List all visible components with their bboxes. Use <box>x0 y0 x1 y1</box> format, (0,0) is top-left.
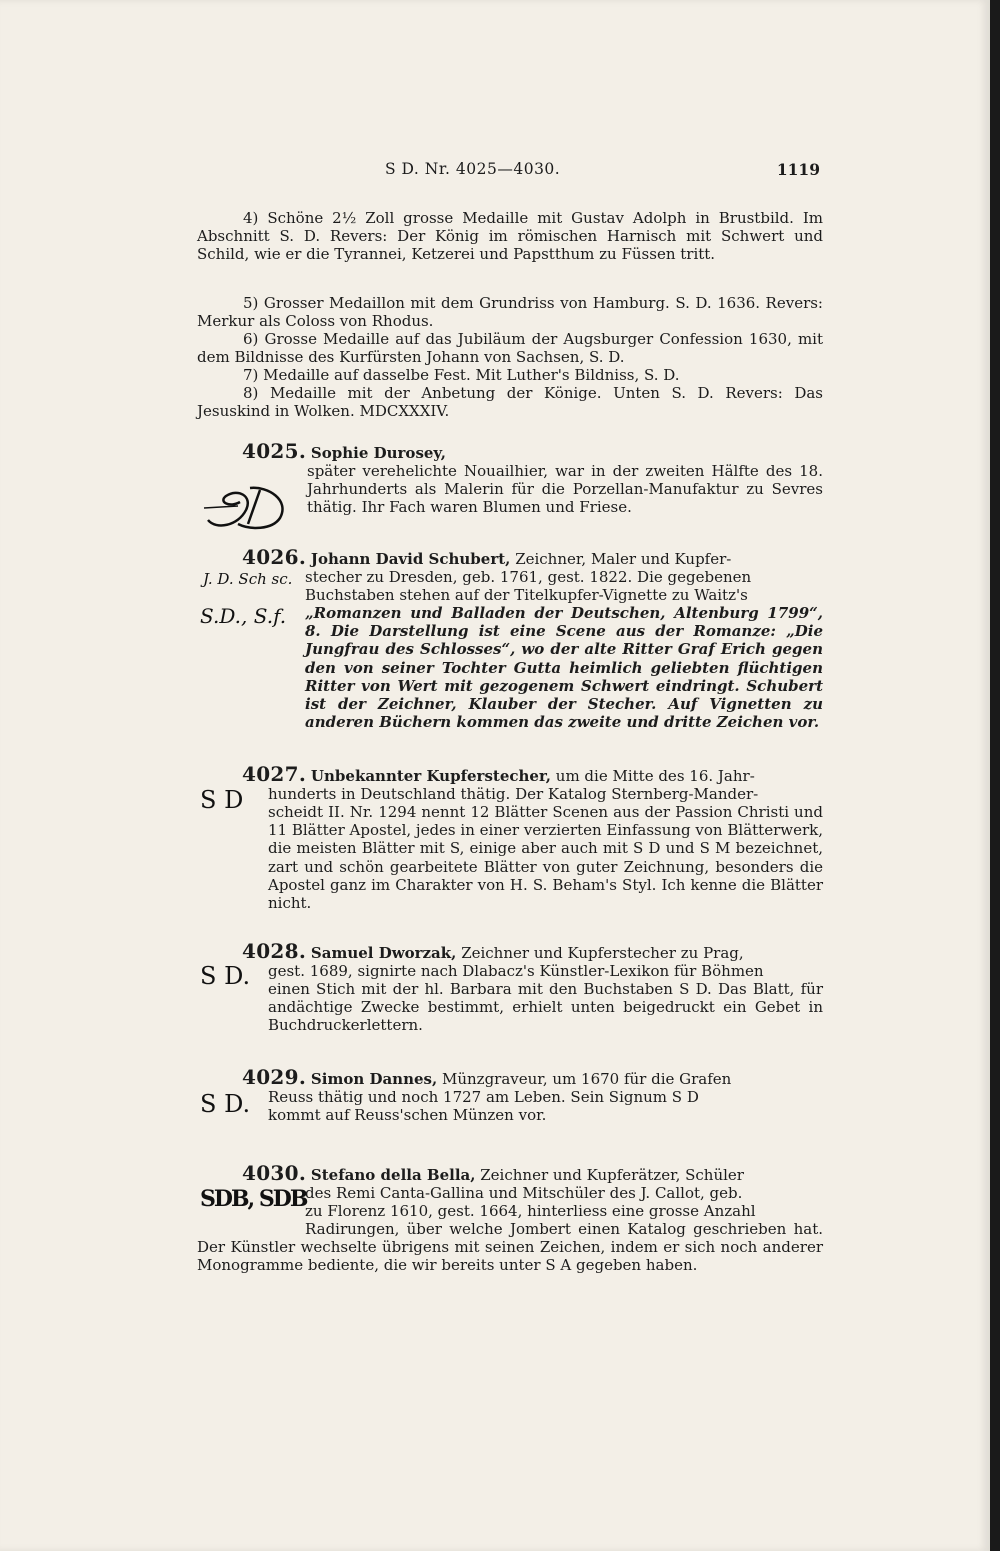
entry-text-line: zu Florenz 1610, gest. 1664, hinterliess eine grosse Anzahl <box>305 1202 756 1220</box>
intro-item-5: 5) Grosser Medaillon mit dem Grundriss von Hamburg. S. D. 1636. Revers: Merkur als Coloss von Rhodus. <box>197 294 823 331</box>
running-title: S D. Nr. 4025—4030. <box>385 160 561 178</box>
entry-4025 <box>242 439 823 463</box>
monogram-jdsch: J. D. Sch sc. <box>203 570 293 588</box>
page-header <box>195 160 820 182</box>
entry-text-line: des Remi Canta-Gallina und Mitschüler des J. Callot, geb. <box>305 1184 743 1202</box>
entry-text-line: Radirungen, über welche Jombert einen Katalog geschrieben hat. Der Künstler wechselte übrigens mit seinen Zeichen, indem er sich noch anderer Monogramme bediente, die wir bereits unter S A gegeben haben. <box>197 1220 823 1275</box>
artist-name: Sophie Durosey, <box>310 444 446 462</box>
intro-item-4: 4) Schöne 2½ Zoll grosse Medaille mit Gustav Adolph in Brustbild. Im Abschnitt S. D. Revers: Der König im römischen Harnisch mit Schwert und Schild, wie er die Tyrannei, Ketzerei und Papstthum zu Füssen tritt. <box>197 209 823 264</box>
intro-item-7: 7) Medaille auf dasselbe Fest. Mit Luther's Bildniss, S. D. <box>243 366 680 384</box>
entry-text-line: gest. 1689, signirte nach Dlabacz's Künstler-Lexikon für Böhmen <box>268 962 764 980</box>
entry-text-line: Zeichner, Maler und Kupfer- <box>515 550 732 568</box>
entry-text-line: hunderts in Deutschland thätig. Der Katalog Sternberg-Mander- <box>268 785 759 803</box>
entry-text-body <box>197 1220 823 1275</box>
entry-number: 4027. <box>242 762 307 786</box>
entry-text-line: Buchstaben stehen auf der Titelkupfer-Vignette zu Waitz's <box>305 586 748 604</box>
entry-text-line: scheidt II. Nr. 1294 nennt 12 Blätter Scenen aus der Passion Christi und 11 Blätter Apostel, jedes in einer verzierten Einfassung von Blätterwerk, die meisten Blätter mit S, einige aber auch mit S D und S M bezeichnet, zart und schön gearbeitete Blätter von guter Zeichnung, besonders die Apostel ganz im Charakter von H. S. Beham's Styl. Ich kenne die Blätter nicht. <box>268 803 823 913</box>
monogram-sdb: SDB, SDB <box>200 1186 307 1212</box>
entry-number: 4029. <box>242 1065 307 1089</box>
entry-text: später verehelichte Nouailhier, war in der zweiten Hälfte des 18. Jahrhunderts als Malerin für die Porzellan-Manufaktur zu Sevres thätig. Ihr Fach waren Blumen und Friese. <box>307 462 823 517</box>
entry-number: 4028. <box>242 939 307 963</box>
entry-text-line: Reuss thätig und noch 1727 am Leben. Sein Signum S D <box>268 1088 699 1106</box>
entry-text-body: „Romanzen und Balladen der Deutschen, Altenburg 1799“, 8. Die Darstellung ist eine Scene aus der Romanze: „Die Jungfrau des Schlosses“, wo der alte Ritter Graf Erich gegen den von seiner Tochter Gutta heimlich geliebten flüchtigen Ritter von Wert mit gezogenem Schwert eindringt. Schubert ist der Zeichner, Klauber der Stecher. Auf Vignetten zu anderen Büchern kommen das zweite und dritte Zeichen vor. <box>305 604 823 732</box>
entry-text-line: kommt auf Reuss'schen Münzen vor. <box>268 1106 547 1124</box>
entry-number: 4025. <box>242 439 307 463</box>
artist-name: Simon Dannes, <box>310 1070 438 1088</box>
entry-text-line: um die Mitte des 16. Jahr- <box>555 767 755 785</box>
entry-4029 <box>242 1065 823 1089</box>
artist-name: Unbekannter Kupferstecher, <box>310 767 551 785</box>
monogram-sd: S D <box>200 786 244 814</box>
entry-text-line: Münzgraveur, um 1670 für die Grafen <box>442 1070 732 1088</box>
artist-name: Johann David Schubert, <box>310 550 511 568</box>
page-number: 1119 <box>776 160 820 179</box>
entry-4026 <box>242 545 823 569</box>
entry-number: 4030. <box>242 1161 307 1185</box>
entry-text-line: stecher zu Dresden, geb. 1761, gest. 1822. Die gegebenen <box>305 568 752 586</box>
intro-item-6: 6) Grosse Medaille auf das Jubiläum der Augsburger Confession 1630, mit dem Bildnisse des Kurfürsten Johann von Sachsen, S. D. <box>197 330 823 367</box>
entry-text-line: Zeichner und Kupferätzer, Schüler <box>480 1166 744 1184</box>
entry-text-line: Zeichner und Kupferstecher zu Prag, <box>461 944 744 962</box>
artist-name: Stefano della Bella, <box>310 1166 476 1184</box>
monogram-sd-script <box>198 478 298 538</box>
entry-number: 4026. <box>242 545 307 569</box>
monogram-sd: S D. <box>200 1090 251 1118</box>
artist-name: Samuel Dworzak, <box>310 944 457 962</box>
entry-4027 <box>242 762 823 786</box>
entry-4030 <box>242 1161 823 1185</box>
entry-4028 <box>242 939 823 963</box>
monogram-sd-sf: S.D., S.f. <box>200 604 287 628</box>
entry-text-line: einen Stich mit der hl. Barbara mit den Buchstaben S D. Das Blatt, für andächtige Zwecke bestimmt, erhielt unten beigedruckt ein Gebet in Buchdruckerlettern. <box>268 980 823 1035</box>
monogram-sd: S D. <box>200 962 251 990</box>
intro-item-8: 8) Medaille mit der Anbetung der Könige. Unten S. D. Revers: Das Jesuskind in Wolken. MDCXXXIV. <box>197 384 823 421</box>
